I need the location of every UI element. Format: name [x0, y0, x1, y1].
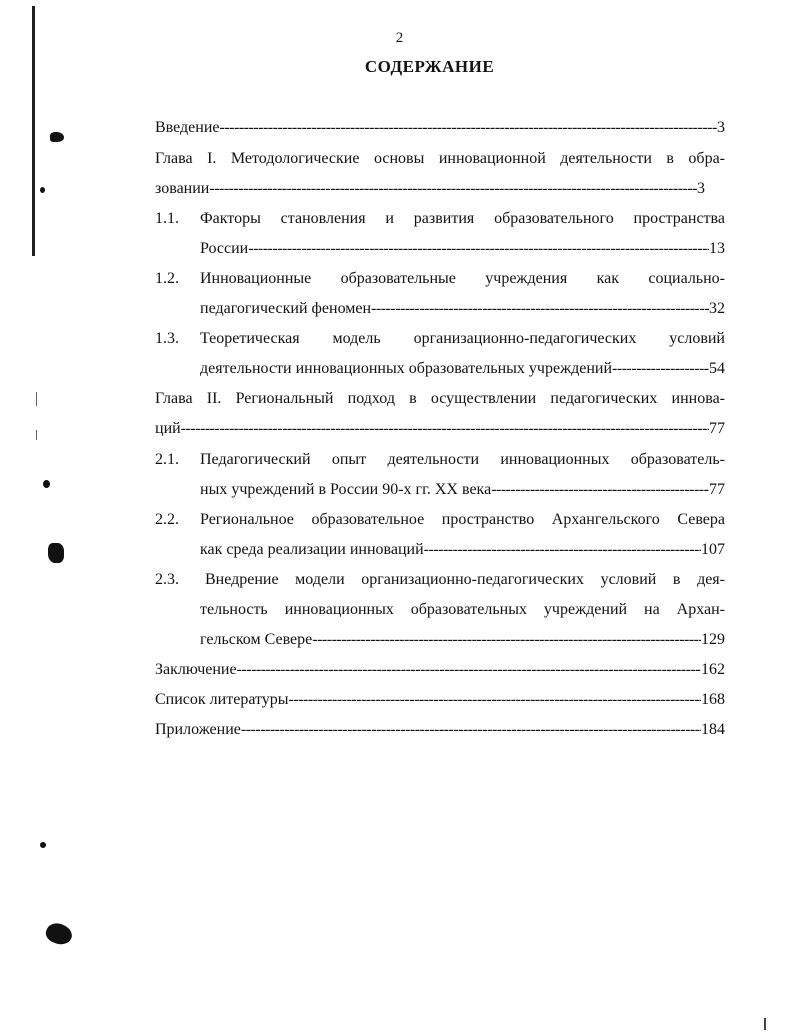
scan-speck	[48, 543, 64, 563]
toc-entry-text: педагогический феномен	[200, 300, 372, 317]
toc-section-number: 2.3.	[155, 571, 179, 588]
scan-speck	[40, 842, 46, 848]
toc-section-number: 2.1.	[155, 451, 179, 468]
leader-dots	[312, 625, 701, 655]
leader-dots	[220, 113, 718, 143]
scan-speck	[40, 187, 45, 193]
toc-entry-section-2-1[interactable]: Педагогический опыт деятельности инновационных образователь-	[200, 451, 725, 468]
scan-speck	[43, 919, 75, 948]
toc-entry-bibliography[interactable]	[155, 685, 725, 715]
toc-entry-section-1-2-cont[interactable]	[200, 294, 725, 324]
toc-entry-intro[interactable]	[155, 113, 725, 143]
toc-entry-chapter-2-cont[interactable]	[155, 414, 725, 444]
toc-page-number: 77	[709, 420, 725, 437]
leader-dots	[491, 475, 709, 505]
toc-entry-appendix[interactable]	[155, 715, 725, 745]
toc-entry-text: Заключение	[155, 661, 237, 678]
toc-entry-chapter-1[interactable]: Глава I. Методологические основы инновационной деятельности в обра-	[155, 150, 725, 167]
leader-dots	[371, 294, 709, 324]
toc-entry-section-1-1-cont[interactable]	[200, 234, 725, 264]
toc-entry-section-2-2[interactable]: Региональное образовательное пространство Архангельского Севера	[200, 511, 725, 528]
toc-entry-text: как среда реализации инноваций	[200, 541, 424, 558]
toc-page-number: 162	[701, 661, 725, 678]
toc-entry-section-2-3-cont[interactable]	[200, 625, 725, 655]
leader-dots	[424, 535, 701, 565]
toc-page-number: 77	[709, 481, 725, 498]
toc-page-number: 129	[701, 631, 725, 648]
toc-section-number: 1.3.	[155, 330, 179, 347]
leader-dots	[241, 715, 701, 745]
toc-entry-text: Приложение	[155, 721, 241, 738]
page-title: СОДЕРЖАНИЕ	[364, 57, 495, 76]
toc-page-number: 184	[701, 721, 725, 738]
toc-entry-section-1-3[interactable]: Теоретическая модель организационно-педагогических условий	[200, 330, 725, 347]
leader-dots	[237, 655, 701, 685]
toc-entry-chapter-1-cont[interactable]	[155, 174, 705, 204]
toc-page-number: 168	[701, 691, 725, 708]
scan-tick	[764, 1018, 766, 1030]
toc-page-number: 3	[697, 180, 705, 197]
toc-entry-text: Введение	[155, 119, 220, 136]
page-number: 2	[395, 30, 404, 46]
toc-entry-text: ций	[155, 420, 181, 437]
scan-speck	[43, 480, 50, 488]
toc-page-number: 107	[701, 541, 725, 558]
leader-dots	[289, 685, 701, 715]
leader-dots	[248, 234, 709, 264]
toc-entry-text: Список литературы	[155, 691, 289, 708]
toc-entry-chapter-2[interactable]: Глава II. Региональный подход в осуществлении педагогических иннова-	[155, 390, 725, 407]
toc-page-number: 54	[709, 360, 725, 377]
toc-section-number: 2.2.	[155, 511, 179, 528]
toc-section-number: 1.1.	[155, 210, 179, 227]
toc-page-number: 3	[717, 119, 725, 136]
scan-tick	[36, 392, 37, 406]
toc-page-number: 32	[709, 300, 725, 317]
toc-entry-text: деятельности инновационных образовательных учреждений	[200, 360, 613, 377]
toc-entry-conclusion[interactable]	[155, 655, 725, 685]
leader-dots	[181, 414, 709, 444]
toc-entry-section-1-3-cont[interactable]	[200, 354, 725, 384]
scan-speck	[50, 132, 64, 142]
toc-entry-section-1-1[interactable]: Факторы становления и развития образовательного пространства	[200, 210, 725, 227]
toc-entry-text: ных учреждений в России 90-х гг. XX века	[200, 481, 492, 498]
toc-entry-text: зовании	[155, 180, 210, 197]
toc-entry-section-2-1-cont[interactable]	[200, 475, 725, 505]
leader-dots	[612, 354, 709, 384]
toc-page-number: 13	[709, 240, 725, 257]
toc-entry-text: гельском Севере	[200, 631, 313, 648]
toc-section-number: 1.2.	[155, 270, 179, 287]
toc-entry-section-1-2[interactable]: Инновационные образовательные учреждения как социально-	[200, 270, 725, 287]
leader-dots	[209, 174, 697, 204]
scan-tick	[36, 430, 37, 440]
toc-entry-section-2-3-line2[interactable]: тельность инновационных образовательных учреждений на Архан-	[200, 601, 725, 618]
toc-entry-section-2-2-cont[interactable]	[200, 535, 725, 565]
toc-entry-section-2-3[interactable]: Внедрение модели организационно-педагогических условий в дея-	[205, 571, 725, 588]
toc-entry-text: России	[200, 240, 249, 257]
